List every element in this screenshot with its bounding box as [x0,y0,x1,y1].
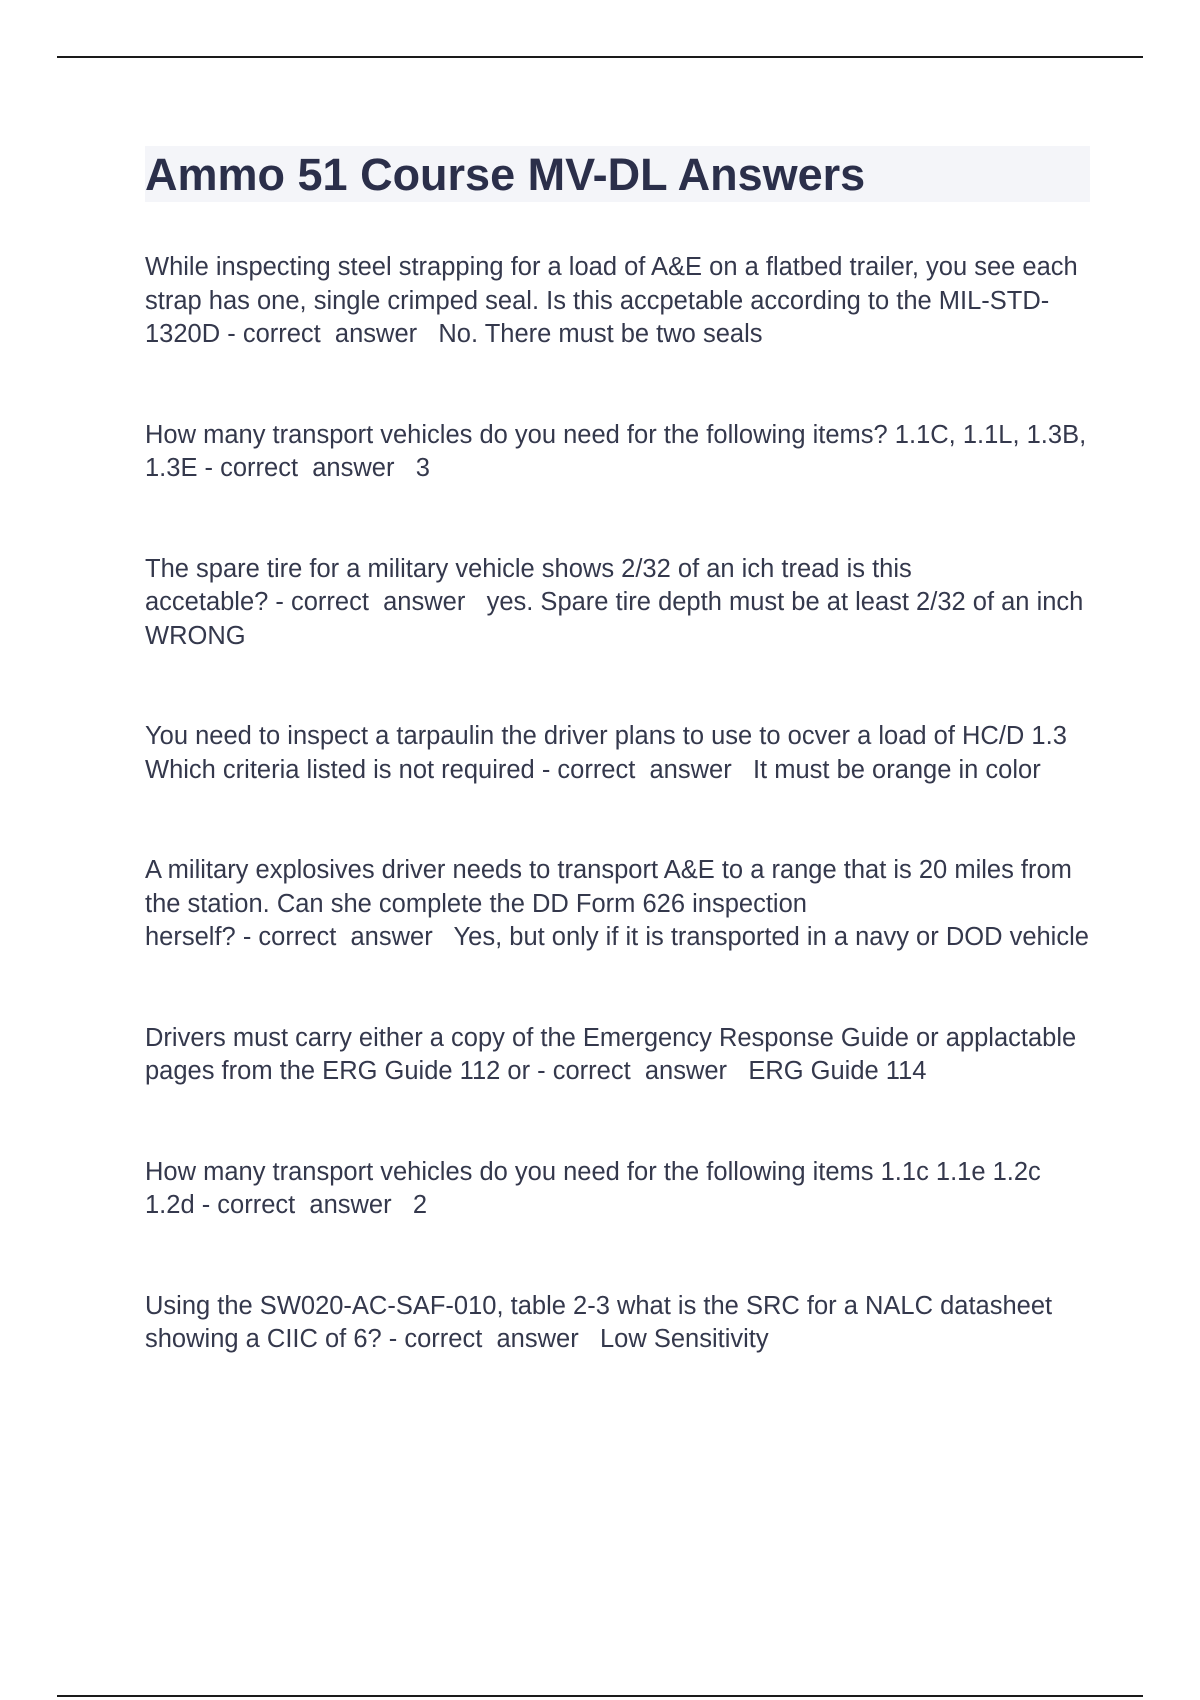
answer-text: Yes, but only if it is transported in a navy or DOD vehicle [453,923,1089,951]
answer-text: 3 [415,454,430,482]
footer-rule [57,1695,1143,1697]
answer-separator: - correct answer [194,1191,413,1219]
answer-text: Low Sensitivity [599,1325,769,1353]
qa-item [145,854,1090,955]
qa-item [145,1290,1090,1357]
qa-item [145,1156,1090,1223]
qa-list [145,251,1094,1357]
question-text: The spare tire for a military vehicle shows 2/32 of an ich tread is this accetable? [145,554,919,616]
answer-separator: - correct answer [197,454,416,482]
answer-text: No. There must be two seals [438,320,763,348]
question-text: How many transport vehicles do you need for the following items 1.1c 1.1e 1.2c 1.2d [145,1157,1048,1219]
answer-separator: - correct answer [235,923,454,951]
answer-separator: - correct answer [530,1057,749,1085]
header-rule [57,56,1143,58]
question-text: A military explosives driver needs to transport A&E to a range that is 20 miles from the station. Can she complete the DD Form 626 inspection herself? [145,856,1080,951]
qa-item [145,419,1094,486]
qa-item [145,553,1090,654]
answer-text: yes. Spare tire depth must be at least 2/32 of an inch WRONG [145,588,1091,650]
question-text: Drivers must carry either a copy of the Emergency Response Guide or applactable pages from the ERG Guide 112 or [145,1023,1084,1085]
document-body [145,146,1094,1357]
answer-separator: - correct answer [381,1325,600,1353]
question-text: Using the SW020-AC-SAF-010, table 2-3 what is the SRC for a NALC datasheet showing a CIIC of 6? [145,1291,1060,1353]
qa-item [145,720,1090,787]
title-band [145,146,1090,202]
answer-text: It must be orange in color [752,755,1041,784]
answer-separator: - correct answer [220,320,439,348]
qa-item [145,251,1090,352]
answer-separator: - correct answer [268,588,487,616]
question-text: While inspecting steel strapping for a load of A&E on a flatbed trailer, you see each strap has one, single crimped seal. Is this accpetable according to the MIL-STD-1320D [145,253,1085,348]
question-text: How many transport vehicles do you need for the following items? 1.1C, 1.1L, 1.3B, 1.3E [145,420,1094,482]
answer-separator: - correct answer [534,755,753,784]
answer-text: ERG Guide 114 [748,1057,927,1085]
answer-text: 2 [412,1191,428,1219]
page-title: Ammo 51 Course MV-DL Answers [145,148,866,200]
qa-item [145,1022,1090,1089]
question-text: You need to inspect a tarpaulin the driver plans to use to ocver a load of HC/D 1.3 Which criteria listed is not required [145,722,1074,784]
